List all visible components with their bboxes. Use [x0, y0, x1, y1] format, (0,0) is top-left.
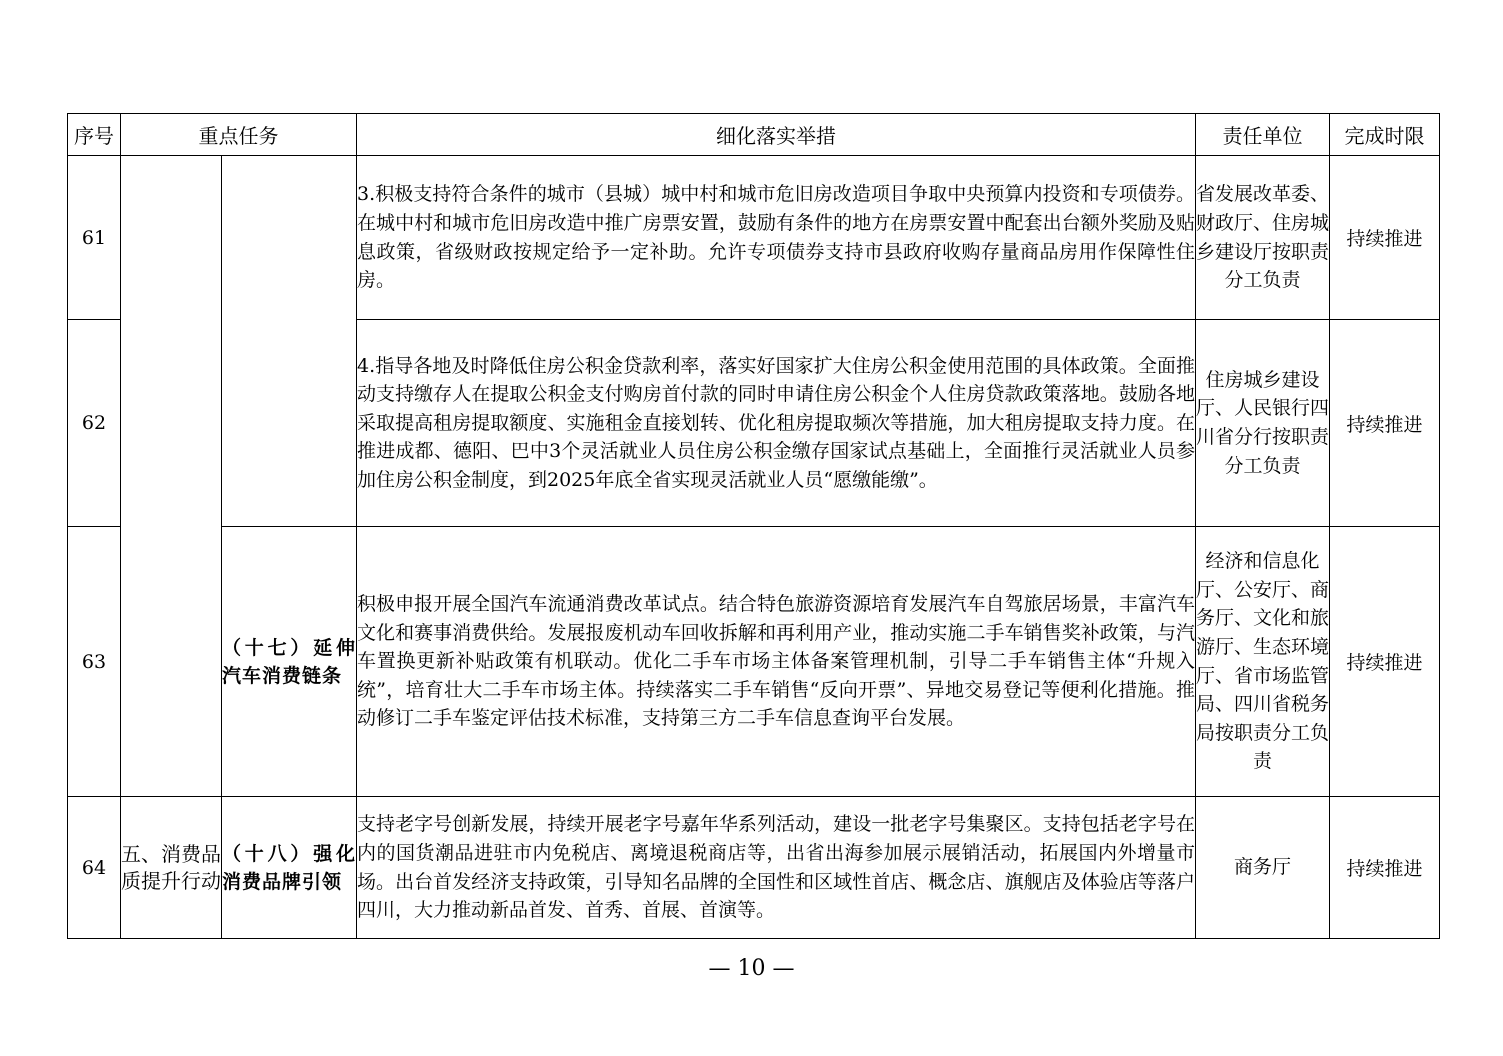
row-unit: 省发展改革委、财政厅、住房城乡建设厅按职责分工负责: [1196, 156, 1330, 320]
row-unit: 商务厅: [1196, 797, 1330, 939]
row-seq: 61: [68, 156, 121, 320]
header-deadline: 完成时限: [1330, 114, 1440, 156]
row-seq: 62: [68, 320, 121, 527]
table-row: [68, 527, 1440, 797]
row-unit: 经济和信息化厅、公安厅、商务厅、文化和旅游厅、生态环境厅、省市场监管局、四川省税务局按职责分工负责: [1196, 527, 1330, 797]
measures-table: [67, 113, 1440, 939]
row-task: 五、消费品质提升行动: [121, 797, 222, 939]
row-deadline: 持续推进: [1330, 320, 1440, 527]
row-measure: 积极申报开展全国汽车流通消费改革试点。结合特色旅游资源培育发展汽车自驾旅居场景，丰富汽车文化和赛事消费供给。发展报废机动车回收拆解和再利用产业，推动实施二手车销售奖补政策，与汽车置换更新补贴政策有机联动。优化二手车市场主体备案管理机制，引导二手车销售主体“升规入统”，培育壮大二手车市场主体。持续落实二手车销售“反向开票”、异地交易登记等便利化措施。推动修订二手车鉴定评估技术标准，支持第三方二手车信息查询平台发展。: [357, 527, 1196, 797]
header-unit: 责任单位: [1196, 114, 1330, 156]
row-unit: 住房城乡建设厅、人民银行四川省分行按职责分工负责: [1196, 320, 1330, 527]
table-header-row: [68, 114, 1440, 156]
row-deadline: 持续推进: [1330, 797, 1440, 939]
row-deadline: 持续推进: [1330, 527, 1440, 797]
table-row: [68, 156, 1440, 320]
table-row: [68, 797, 1440, 939]
row-measure: 支持老字号创新发展，持续开展老字号嘉年华系列活动，建设一批老字号集聚区。支持包括老字号在内的国货潮品进驻市内免税店、离境退税商店等，出省出海参加展示展销活动，拓展国内外增量市场。出台首发经济支持政策，引导知名品牌的全国性和区域性首店、概念店、旗舰店及体验店等落户四川，大力推动新品首发、首秀、首展、首演等。: [357, 797, 1196, 939]
task-cell-empty: [121, 156, 222, 797]
page-number: — 10 —: [708, 956, 795, 981]
row-measure: 4.指导各地及时降低住房公积金贷款利率，落实好国家扩大住房公积金使用范围的具体政策。全面推动支持缴存人在提取公积金支付购房首付款的同时申请住房公积金个人住房贷款政策落地。鼓励各地采取提高租房提取额度、实施租金直接划转、优化租房提取频次等措施，加大租房提取支持力度。在推进成都、德阳、巴中3个灵活就业人员住房公积金缴存国家试点基础上，全面推行灵活就业人员参加住房公积金制度，到2025年底全省实现灵活就业人员“愿缴能缴”。: [357, 320, 1196, 527]
header-measure: 细化落实举措: [357, 114, 1196, 156]
header-task: 重点任务: [121, 114, 357, 156]
subtask-cell-empty: [222, 156, 357, 527]
header-seq: 序号: [68, 114, 121, 156]
row-subtask: （十八）强化消费品牌引领: [222, 797, 357, 939]
row-deadline: 持续推进: [1330, 156, 1440, 320]
row-seq: 64: [68, 797, 121, 939]
row-subtask: （十七）延伸汽车消费链条: [222, 527, 357, 797]
row-measure: 3.积极支持符合条件的城市（县城）城中村和城市危旧房改造项目争取中央预算内投资和专项债券。在城中村和城市危旧房改造中推广房票安置，鼓励有条件的地方在房票安置中配套出台额外奖励及贴息政策，省级财政按规定给予一定补助。允许专项债券支持市县政府收购存量商品房用作保障性住房。: [357, 156, 1196, 320]
row-seq: 63: [68, 527, 121, 797]
